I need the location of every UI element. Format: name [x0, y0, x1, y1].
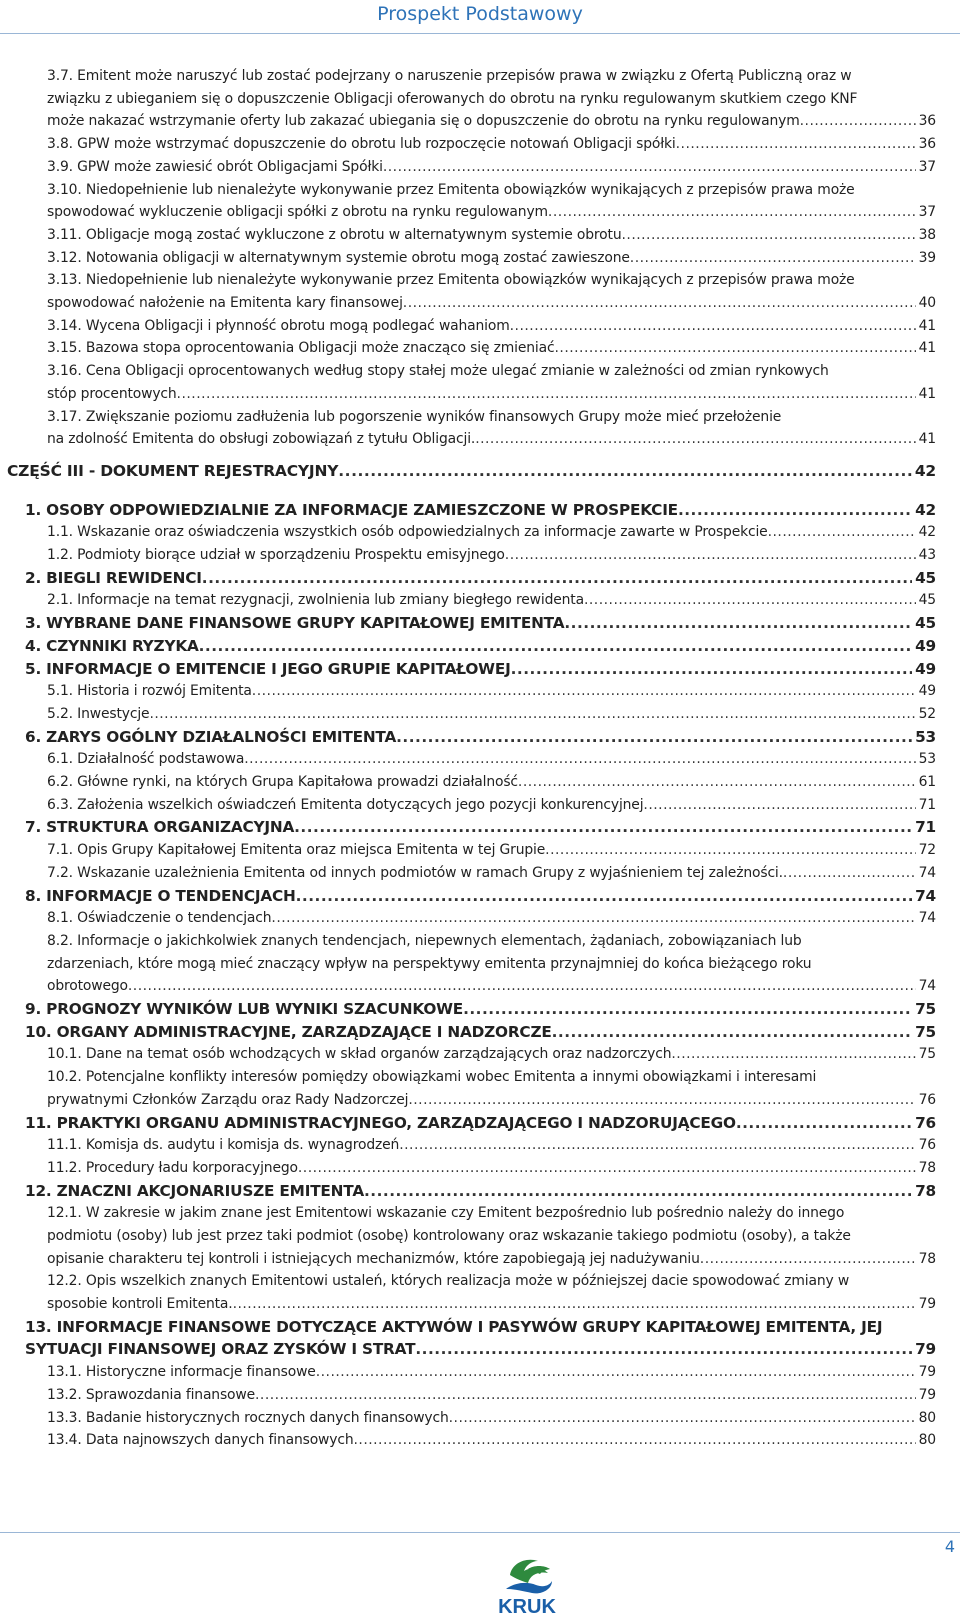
toc-page-number: 36 [918, 136, 936, 153]
dot-leader [383, 156, 916, 179]
toc-entry-text: 1. OSOBY ODPOWIEDZIALNIE ZA INFORMACJE ZAMIESZCZONE W PROSPEKCIE [25, 500, 678, 519]
dot-leader [271, 907, 915, 930]
toc-page-number: 79 [918, 1296, 936, 1313]
toc-entry-text: 7. STRUKTURA ORGANIZACYJNA [25, 818, 295, 837]
dot-leader [584, 589, 916, 612]
toc-entry-text: 2. BIEGLI REWIDENCI [25, 568, 202, 587]
dot-leader [736, 1112, 912, 1135]
toc-page-number: 40 [918, 294, 936, 311]
toc-entry-text: 6.1. Działalność podstawowa [47, 751, 245, 768]
toc-page-number: 36 [918, 113, 936, 130]
toc-entry-text: 3.8. GPW może wstrzymać dopuszczenie do obrotu lub rozpoczęcie notowań Obligacji spółki [47, 136, 676, 153]
dot-leader [643, 794, 915, 817]
dot-leader [199, 635, 912, 658]
toc-page-number: 74 [918, 910, 936, 927]
dot-leader [338, 460, 912, 483]
dot-leader [800, 110, 916, 133]
toc-entry-text: 3.7. Emitent może naruszyć lub zostać podejrzany o naruszenie przepisów prawa w związku z Ofertą Publiczną oraz w [47, 68, 852, 84]
toc-entry-text: może nakazać wstrzymanie oferty lub zakazać ubiegania się o dopuszczenie do obrotu na rynku regulowanym [47, 113, 800, 130]
dot-leader [252, 680, 916, 703]
toc-entry-text: 3.9. GPW może zawiesić obrót Obligacjami Spółki [47, 158, 383, 175]
toc-entry-text: podmiotu (osoby) lub jest przez taki podmiot (osobę) kontrolowany oraz wskazanie takiego podmiotu (osoby), a także [47, 1227, 851, 1244]
toc-entry-text: 1.2. Podmioty biorące udział w sporządzeniu Prospektu emisyjnego [47, 547, 505, 563]
toc-entry-text: SYTUACJI FINANSOWEJ ORAZ ZYSKÓW I STRAT [25, 1340, 416, 1359]
toc-entry-text: 3.13. Niedopełnienie lub nienależyte wykonywanie przez Emitenta obowiązków wynikających z przepisów prawa może [47, 272, 855, 289]
toc-page-number: 76 [915, 1113, 936, 1132]
toc-entry[interactable] [47, 521, 936, 544]
toc-page-number: 49 [915, 659, 936, 678]
toc-entry[interactable] [47, 179, 936, 224]
toc-page-number: 74 [915, 886, 936, 905]
toc-page-number: 75 [918, 1046, 936, 1063]
toc-entry-text: zdarzeniach, które mogą mieć znaczący wpływ na perspektywy emitenta przynajmniej do końca bieżącego roku [47, 955, 812, 972]
dot-leader [294, 816, 912, 839]
toc-page-number: 61 [918, 774, 936, 790]
toc-entry-text: 5.2. Inwestycje [47, 705, 150, 722]
toc-entry[interactable] [47, 1043, 936, 1066]
dot-leader [463, 998, 912, 1021]
dot-leader [700, 1248, 916, 1271]
toc-page-number: 75 [915, 1000, 936, 1018]
toc-page-number: 74 [918, 864, 936, 881]
toc-entry[interactable] [47, 748, 936, 771]
dot-leader [233, 1293, 916, 1316]
toc-entry[interactable] [25, 1021, 936, 1044]
toc-entry[interactable] [47, 680, 936, 703]
toc-entry-text: prywatnymi Członków Zarządu oraz Rady Nadzorczej [47, 1091, 409, 1108]
toc-entry[interactable] [25, 567, 936, 590]
toc-entry-text: 8.2. Informacje o jakichkolwiek znanych tendencjach, niepewnych elementach, żądaniach, zobowiązaniach lub [47, 932, 802, 949]
dot-leader [475, 428, 915, 451]
toc-entry-text: 7.2. Wskazanie uzależnienia Emitenta od innych podmiotów w ramach Grupy z wyjaśnieniem tej zależności. [47, 864, 783, 881]
toc-page-number: 76 [918, 1091, 936, 1108]
toc-entry[interactable] [47, 794, 936, 817]
dot-leader [399, 1134, 915, 1157]
toc-entry[interactable] [47, 247, 936, 270]
toc-entry-text: obrotowego [47, 978, 128, 995]
footer-divider [0, 1532, 960, 1533]
toc-entry[interactable] [25, 635, 936, 658]
toc-entry[interactable] [25, 885, 936, 908]
toc-entry[interactable] [47, 544, 936, 567]
toc-entry-text: 3.12. Notowania obligacji w alternatywnym systemie obrotu mogą zostać zawieszone [47, 249, 630, 266]
toc-page-number: 79 [918, 1364, 936, 1381]
toc-entry-text: 9. PROGNOZY WYNIKÓW LUB WYNIKI SZACUNKOWE [25, 1000, 464, 1018]
logo-wordmark: KRUK [498, 1596, 556, 1615]
dot-leader [415, 1338, 912, 1361]
dot-leader [177, 383, 916, 406]
dot-leader [255, 1384, 916, 1407]
dot-leader [518, 771, 916, 794]
toc-page-number: 75 [915, 1022, 936, 1041]
toc-entry-text: 5.1. Historia i rozwój Emitenta [47, 683, 252, 700]
toc-page-number: 43 [918, 547, 936, 563]
dot-leader [671, 1043, 915, 1066]
toc-entry[interactable] [47, 862, 936, 885]
dot-leader [621, 224, 915, 247]
dot-leader [449, 1407, 916, 1430]
dot-leader [316, 1361, 916, 1384]
dot-leader [768, 521, 916, 544]
toc-page-number: 78 [918, 1159, 936, 1176]
toc-page-number: 38 [918, 226, 936, 243]
dot-leader [554, 337, 915, 360]
toc-page-number: 71 [915, 818, 936, 837]
toc-entry-text: 7.1. Opis Grupy Kapitałowej Emitenta oraz miejsca Emitenta w tej Grupie [47, 842, 546, 859]
toc-page-number: 71 [918, 796, 936, 813]
toc-entry-text: 6.3. Założenia wszelkich oświadczeń Emitenta dotyczących jego pozycji konkurencyjnej [47, 796, 644, 813]
toc-entry[interactable] [47, 589, 936, 612]
page-number: 4 [944, 1537, 955, 1556]
toc-entry-text: opisanie charakteru tej kontroli i istniejących mechanizmów, które zapobiegają jej nadużywaniu [47, 1250, 700, 1267]
dot-leader [353, 1429, 915, 1452]
toc-entry-text: 3. WYBRANE DANE FINANSOWE GRUPY KAPITAŁOWEJ EMITENTA [25, 614, 565, 633]
dot-leader [676, 133, 916, 156]
toc-entry[interactable] [47, 360, 936, 405]
toc-entry-text: 6. ZARYS OGÓLNY DZIAŁALNOŚCI EMITENTA [25, 727, 397, 746]
dot-leader [552, 1021, 913, 1044]
dot-leader [396, 726, 912, 749]
dot-leader [510, 315, 916, 338]
toc-entry-text: 10. ORGANY ADMINISTRACYJNE, ZARZĄDZAJĄCE I NADZORCZE [25, 1022, 552, 1041]
dot-leader [403, 292, 916, 315]
toc-entry-text: 11. PRAKTYKI ORGANU ADMINISTRACYJNEGO, ZARZĄDZAJĄCEGO I NADZORUJĄCEGO [25, 1113, 736, 1132]
toc-entry[interactable] [47, 839, 936, 862]
dot-leader [548, 201, 916, 224]
toc-entry-text: 3.10. Niedopełnienie lub nienależyte wykonywanie przez Emitenta obowiązków wynikających z przepisów prawa może [47, 181, 855, 198]
toc-entry[interactable] [47, 1429, 936, 1452]
toc-entry[interactable] [47, 930, 936, 998]
toc-page-number: 79 [918, 1386, 936, 1403]
toc-entry[interactable] [25, 1316, 936, 1361]
dot-leader [545, 839, 915, 862]
toc-entry-text: spowodować wykluczenie obligacji spółki z obrotu na rynku regulowanym [47, 204, 548, 221]
dot-leader [298, 1157, 916, 1180]
toc-entry-text: stóp procentowych [47, 385, 177, 402]
toc-entry[interactable] [47, 65, 936, 133]
toc-entry[interactable] [47, 1384, 936, 1407]
toc-page-number: 41 [918, 340, 936, 357]
toc-page-number: 72 [918, 842, 936, 859]
toc-entry[interactable] [47, 406, 936, 451]
toc-entry-text: 13. INFORMACJE FINANSOWE DOTYCZĄCE AKTYWÓW I PASYWÓW GRUPY KAPITAŁOWEJ EMITENTA, JEJ [25, 1317, 883, 1336]
toc-page-number: 78 [915, 1181, 936, 1200]
toc-page-number: 42 [914, 461, 936, 480]
toc-entry-text: 3.15. Bazowa stopa oprocentowania Obligacji może znacząco się zmieniać [47, 340, 555, 357]
toc-entry-text: 12.2. Opis wszelkich znanych Emitentowi ustaleń, których realizacja może w późniejszej dacie spowodować zmiany w [47, 1273, 850, 1290]
toc-entry-text: 3.16. Cena Obligacji oprocentowanych według stopy stałej może ulegać zmianie w zależności od zmian rynkowych [47, 363, 829, 380]
toc-page-number: 37 [918, 204, 936, 221]
kruk-logo [486, 1555, 568, 1615]
toc-entry-text: sposobie kontroli Emitenta. [47, 1296, 233, 1313]
dot-leader [511, 658, 913, 681]
toc-entry-text: 13.4. Data najnowszych danych finansowych [47, 1432, 354, 1449]
toc-page-number: 41 [918, 431, 936, 448]
toc-page-number: 42 [918, 524, 936, 541]
toc-entry[interactable] [47, 1407, 936, 1430]
toc-entry[interactable] [47, 156, 936, 179]
toc-entry[interactable] [47, 315, 936, 338]
toc-page-number: 53 [915, 727, 936, 746]
toc-entry-text: 12.1. W zakresie w jakim znane jest Emitentowi wskazanie czy Emitent bezpośrednio lub pośrednio należy do innego [47, 1205, 845, 1222]
document-header-title: Prospekt Podstawowy [377, 3, 583, 25]
toc-page-number: 79 [915, 1340, 936, 1359]
toc-entry[interactable] [47, 224, 936, 247]
toc-entry-text: 3.17. Zwiększanie poziomu zadłużenia lub pogorszenie wyników finansowych Grupy może mieć przełożenie [47, 408, 782, 425]
toc-page-number: 76 [918, 1137, 936, 1154]
toc-entry[interactable] [47, 1361, 936, 1384]
dot-leader [364, 1180, 912, 1203]
toc-page-number: 80 [918, 1409, 936, 1426]
toc-entry[interactable] [7, 460, 936, 483]
toc-entry[interactable] [25, 658, 936, 681]
toc-entry-text: 3.14. Wycena Obligacji i płynność obrotu mogą podlegać wahaniom [47, 317, 510, 334]
dot-leader [564, 612, 912, 635]
toc-entry-text: 8. INFORMACJE O TENDENCJACH [25, 886, 296, 905]
toc-entry[interactable] [25, 998, 936, 1021]
toc-page-number: 41 [918, 385, 936, 402]
toc-entry-text: 11.2. Procedury ładu korporacyjnego [47, 1159, 298, 1176]
toc-entry-text: 12. ZNACZNI AKCJONARIUSZE EMITENTA [25, 1181, 364, 1200]
toc-entry[interactable] [25, 499, 936, 522]
toc-entry-text: 8.1. Oświadczenie o tendencjach [47, 910, 272, 927]
toc-entry-text: na zdolność Emitenta do obsługi zobowiązań z tytułu Obligacji. [47, 431, 476, 448]
toc-entry-text: 4. CZYNNIKI RYZYKA [25, 636, 199, 655]
toc-page-number: 39 [918, 249, 936, 266]
toc-page-number: 45 [915, 614, 936, 633]
dot-leader [678, 499, 912, 522]
toc-entry-text: 13.1. Historyczne informacje finansowe [47, 1364, 316, 1381]
toc-entry[interactable] [47, 703, 936, 726]
header-divider [0, 33, 960, 34]
toc-entry-text: 11.1. Komisja ds. audytu i komisja ds. wynagrodzeń [47, 1137, 400, 1154]
dot-leader [244, 748, 915, 771]
toc-page-number: 74 [918, 978, 936, 995]
toc-entry-text: 6.2. Główne rynki, na których Grupa Kapitałowa prowadzi działalność [47, 774, 518, 790]
dot-leader [408, 1089, 915, 1112]
toc-entry[interactable] [47, 1066, 936, 1111]
toc-page-number: 45 [918, 592, 936, 609]
toc-entry[interactable] [47, 1270, 936, 1315]
toc-entry[interactable] [25, 726, 936, 749]
toc-entry[interactable] [47, 907, 936, 930]
dot-leader [296, 885, 913, 908]
toc-entry[interactable] [47, 1134, 936, 1157]
toc-entry[interactable] [47, 337, 936, 360]
toc-page-number: 37 [918, 158, 936, 175]
dot-leader [149, 703, 915, 726]
toc-entry-text: 13.2. Sprawozdania finansowe [47, 1386, 255, 1403]
toc-entry[interactable] [25, 1180, 936, 1203]
toc-entry[interactable] [25, 816, 936, 839]
toc-page-number: 49 [915, 636, 936, 655]
toc-entry-text: 5. INFORMACJE O EMITENCIE I JEGO GRUPIE KAPITAŁOWEJ [25, 659, 511, 678]
dot-leader [783, 862, 916, 885]
toc-page-number: 41 [918, 317, 936, 334]
toc-entry[interactable] [47, 1202, 936, 1270]
toc-page-number: 42 [915, 500, 936, 519]
toc-entry[interactable] [47, 771, 936, 794]
toc-entry-text: 2.1. Informacje na temat rezygnacji, zwolnienia lub zmiany biegłego rewidenta [47, 592, 584, 609]
dot-leader [202, 567, 912, 590]
toc-entry-text: związku z ubieganiem się o dopuszczenie Obligacji oferowanych do obrotu na rynku regulowanym skutkiem czego KNF [47, 90, 858, 107]
toc-page-number: 52 [918, 705, 936, 722]
toc-entry-text: CZĘŚĆ III - DOKUMENT REJESTRACYJNY [7, 461, 339, 480]
toc-page-number: 53 [918, 751, 936, 768]
toc-entry[interactable] [25, 1112, 936, 1135]
toc-page-number: 80 [918, 1432, 936, 1449]
dot-leader [630, 247, 916, 270]
toc-entry[interactable] [47, 269, 936, 314]
dot-leader [505, 544, 916, 567]
toc-entry-text: 13.3. Badanie historycznych rocznych danych finansowych [47, 1409, 449, 1426]
toc-page-number: 45 [915, 568, 936, 587]
toc-entry-text: 10.2. Potencjalne konflikty interesów pomiędzy obowiązkami wobec Emitenta a innymi obowiązkami i interesami [47, 1069, 817, 1086]
toc-entry-text: spowodować nałożenie na Emitenta kary finansowej [47, 294, 403, 311]
toc-entry-text: 10.1. Dane na temat osób wchodzących w skład organów zarządzających oraz nadzorczych [47, 1046, 672, 1063]
toc-entry-text: 3.11. Obligacje mogą zostać wykluczone z obrotu w alternatywnym systemie obrotu [47, 226, 622, 243]
toc-entry[interactable] [25, 612, 936, 635]
toc-entry[interactable] [47, 1157, 936, 1180]
toc-entry[interactable] [47, 133, 936, 156]
toc-page-number: 78 [918, 1250, 936, 1267]
toc-page-number: 49 [918, 683, 936, 700]
dot-leader [128, 975, 916, 998]
toc-entry-text: 1.1. Wskazanie oraz oświadczenia wszystkich osób odpowiedzialnych za informacje zawarte w Prospekcie [47, 524, 768, 541]
